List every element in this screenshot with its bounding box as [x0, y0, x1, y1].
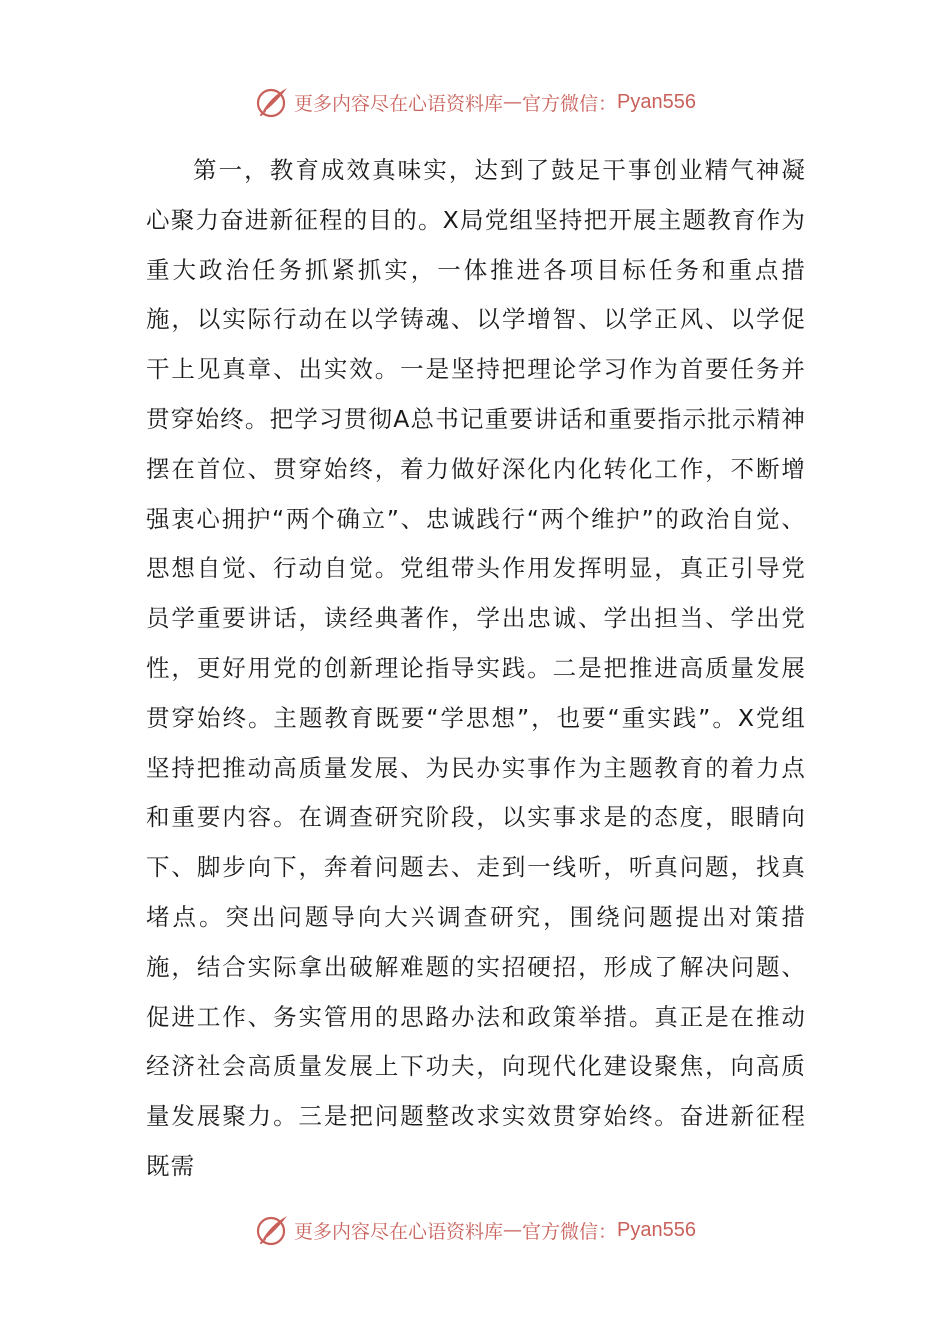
watermark-separator: — [503, 91, 523, 113]
watermark-separator: — [503, 1219, 523, 1241]
watermark-footer [0, 1210, 950, 1250]
body-paragraph: 第一，教育成效真味实，达到了鼓足干事创业精气神凝心聚力奋进新征程的目的。X局党组坚持把开展主题教育作为重大政治任务抓紧抓实，一体推进各项目标任务和重点措施，以实际行动在以学铸魂、以学增智、以学正风、以学促干上见真章、出实效。一是坚持把理论学习作为首要任务并贯穿始终。把学习贯彻A总书记重要讲话和重要指示批示精神摆在首位、贯穿始终，着力做好深化内化转化工作，不断增强衷心拥护“两个确立”、忠诚践行“两个维护”的政治自觉、思想自觉、行动自觉。党组带头作用发挥明显，真正引导党员学重要讲话，读经典著作，学出忠诚、学出担当、学出党性，更好用党的创新理论指导实践。二是把推进高质量发展贯穿始终。主题教育既要“学思想”，也要“重实践”。X党组坚持把推动高质量发展、为民办实事作为主题教育的着力点和重要内容。在调查研究阶段，以实事求是的态度，眼睛向下、脚步向下，奔着问题去、走到一线听，听真问题，找真堵点。突出问题导向大兴调查研究，围绕问题提出对策措施，结合实际拿出破解难题的实招硬招，形成了解决问题、促进工作、务实管用的思路办法和政策举措。真正是在推动经济社会高质量发展上下功夫，向现代化建设聚焦，向高质量发展聚力。三是把问题整改求实效贯穿始终。奋进新征程既需 [146, 156, 806, 1180]
watermark-contact-label: 官方微信： [522, 1220, 618, 1243]
document-body [146, 146, 806, 1186]
watermark-header [0, 82, 950, 122]
watermark-brand-text: 更多内容尽在心语资料库 [294, 1220, 504, 1243]
watermark-contact-handle: Pyan556 [617, 90, 696, 113]
watermark-contact-handle: Pyan556 [617, 1218, 696, 1241]
watermark-brand-text: 更多内容尽在心语资料库 [294, 92, 504, 115]
feather-pen-circle-icon [254, 1212, 290, 1248]
feather-pen-circle-icon [254, 84, 290, 120]
watermark-contact-label: 官方微信： [522, 92, 618, 115]
